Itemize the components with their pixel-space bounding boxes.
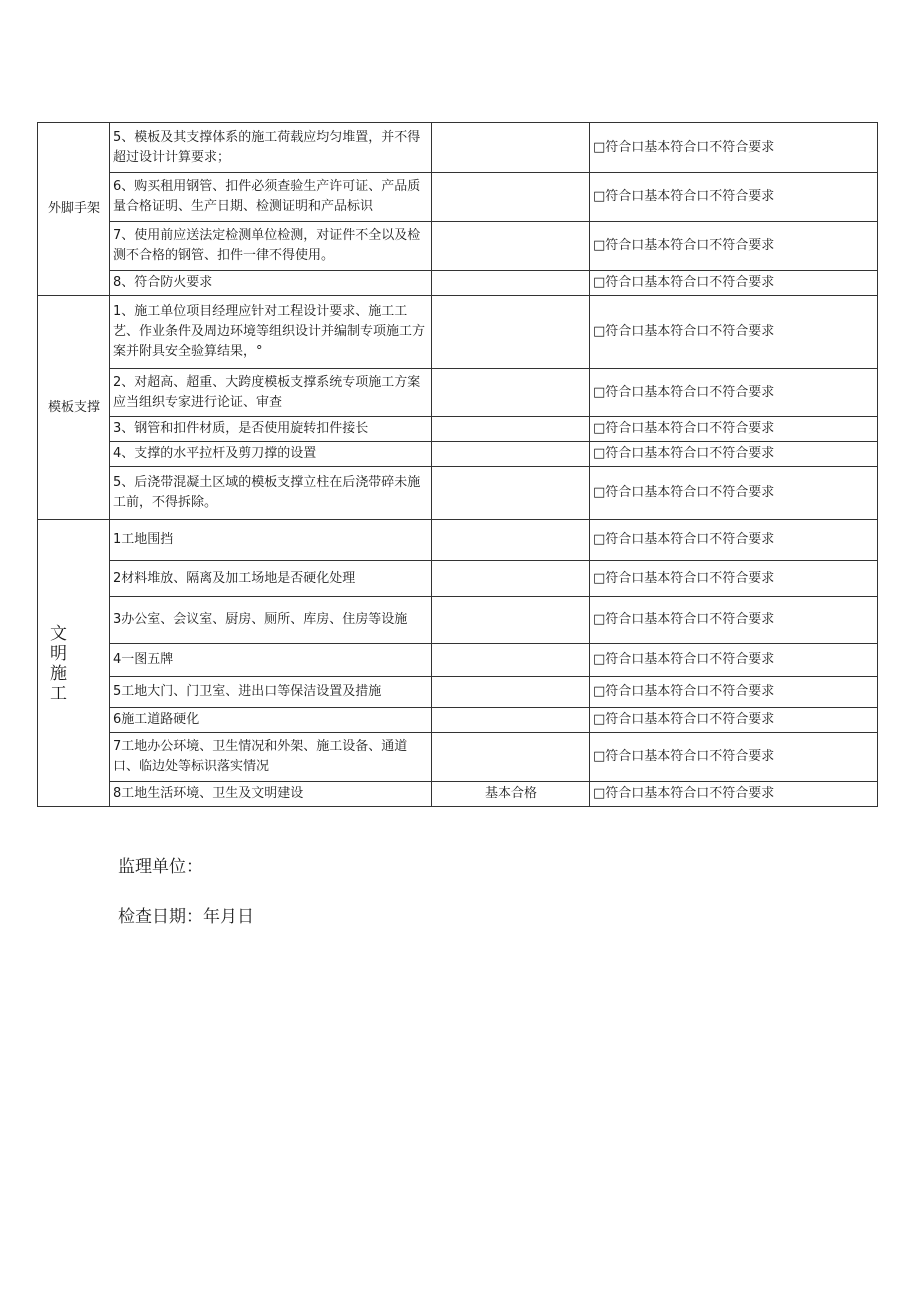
- table-row: [38, 708, 878, 733]
- table-row: [38, 677, 878, 708]
- result-options[interactable]: □符合口基本符合口不符合要求: [590, 561, 878, 597]
- result-options[interactable]: □符合口基本符合口不符合要求: [590, 733, 878, 782]
- item-cell: 5工地大门、门卫室、进出口等保洁设置及措施: [110, 677, 432, 708]
- item-cell: 5、模板及其支撑体系的施工荷载应均匀堆置，并不得超过设计计算要求；: [110, 123, 432, 173]
- table-row: [38, 417, 878, 442]
- item-cell: 8工地生活环境、卫生及文明建设: [110, 782, 432, 807]
- item-cell: 7、使用前应送法定检测单位检测，对证件不全以及检测不合格的钢管、扣件一律不得使用。: [110, 222, 432, 271]
- table-row: [38, 296, 878, 369]
- note-cell: [432, 442, 590, 467]
- table-row: [38, 561, 878, 597]
- result-options[interactable]: □符合口基本符合口不符合要求: [590, 782, 878, 807]
- note-cell: [432, 296, 590, 369]
- item-cell: 4一图五牌: [110, 644, 432, 677]
- note-cell: [432, 733, 590, 782]
- result-options[interactable]: □符合口基本符合口不符合要求: [590, 369, 878, 417]
- item-cell: 2、对超高、超重、大跨度模板支撑系统专项施工方案应当组织专家进行论证、审查: [110, 369, 432, 417]
- note-cell: [432, 271, 590, 296]
- result-options[interactable]: □符合口基本符合口不符合要求: [590, 467, 878, 520]
- inspection-date-label: 检查日期：年月日: [118, 907, 254, 927]
- table-row: [38, 644, 878, 677]
- category-cell: 外脚手架: [38, 123, 110, 296]
- supervisor-unit-label: 监理单位：: [118, 857, 203, 877]
- item-cell: 5、后浇带混凝土区域的模板支撑立柱在后浇带碎未施工前，不得拆除。: [110, 467, 432, 520]
- result-options[interactable]: □符合口基本符合口不符合要求: [590, 520, 878, 561]
- table-row: [38, 733, 878, 782]
- table-row: [38, 782, 878, 807]
- note-cell: [432, 708, 590, 733]
- note-cell: [432, 597, 590, 644]
- note-cell: [432, 222, 590, 271]
- note-cell: [432, 520, 590, 561]
- table-row: [38, 123, 878, 173]
- note-cell: [432, 123, 590, 173]
- category-cell: [38, 520, 110, 807]
- table-row: [38, 369, 878, 417]
- result-options[interactable]: □符合口基本符合口不符合要求: [590, 442, 878, 467]
- table-row: [38, 222, 878, 271]
- item-cell: 1工地围挡: [110, 520, 432, 561]
- item-cell: 4、支撑的水平拉杆及剪刀撑的设置: [110, 442, 432, 467]
- result-options[interactable]: □符合口基本符合口不符合要求: [590, 677, 878, 708]
- note-cell: 基本合格: [432, 782, 590, 807]
- note-cell: [432, 644, 590, 677]
- note-cell: [432, 561, 590, 597]
- item-cell: 3、钢管和扣件材质，是否使用旋转扣件接长: [110, 417, 432, 442]
- note-cell: [432, 417, 590, 442]
- result-options[interactable]: □符合口基本符合口不符合要求: [590, 173, 878, 222]
- result-options[interactable]: □符合口基本符合口不符合要求: [590, 271, 878, 296]
- table-row: [38, 173, 878, 222]
- result-options[interactable]: □符合口基本符合口不符合要求: [590, 296, 878, 369]
- result-options[interactable]: □符合口基本符合口不符合要求: [590, 708, 878, 733]
- item-cell: 2材料堆放、隔离及加工场地是否硬化处理: [110, 561, 432, 597]
- table-row: [38, 597, 878, 644]
- result-options[interactable]: □符合口基本符合口不符合要求: [590, 644, 878, 677]
- item-cell: 6、购买租用钢管、扣件必须查验生产许可证、产品质量合格证明、生产日期、检测证明和产品标识: [110, 173, 432, 222]
- result-options[interactable]: □符合口基本符合口不符合要求: [590, 597, 878, 644]
- item-cell: 7工地办公环境、卫生情况和外架、施工设备、通道口、临边处等标识落实情况: [110, 733, 432, 782]
- category-cell: 模板支撑: [38, 296, 110, 520]
- item-cell: 6施工道路硬化: [110, 708, 432, 733]
- item-cell: 1、施工单位项目经理应针对工程设计要求、施工工艺、作业条件及周边环境等组织设计并编制专项施工方案并附具安全验算结果，°: [110, 296, 432, 369]
- note-cell: [432, 467, 590, 520]
- result-options[interactable]: □符合口基本符合口不符合要求: [590, 417, 878, 442]
- inspection-table: [37, 122, 878, 807]
- table-row: [38, 467, 878, 520]
- item-cell: 8、符合防火要求: [110, 271, 432, 296]
- item-cell: 3办公室、会议室、厨房、厕所、库房、住房等设施: [110, 597, 432, 644]
- note-cell: [432, 173, 590, 222]
- table-row: [38, 520, 878, 561]
- category-vertical-label: 文明施工: [50, 624, 67, 704]
- table-row: [38, 271, 878, 296]
- note-cell: [432, 677, 590, 708]
- note-cell: [432, 369, 590, 417]
- result-options[interactable]: □符合口基本符合口不符合要求: [590, 123, 878, 173]
- table-row: [38, 442, 878, 467]
- result-options[interactable]: □符合口基本符合口不符合要求: [590, 222, 878, 271]
